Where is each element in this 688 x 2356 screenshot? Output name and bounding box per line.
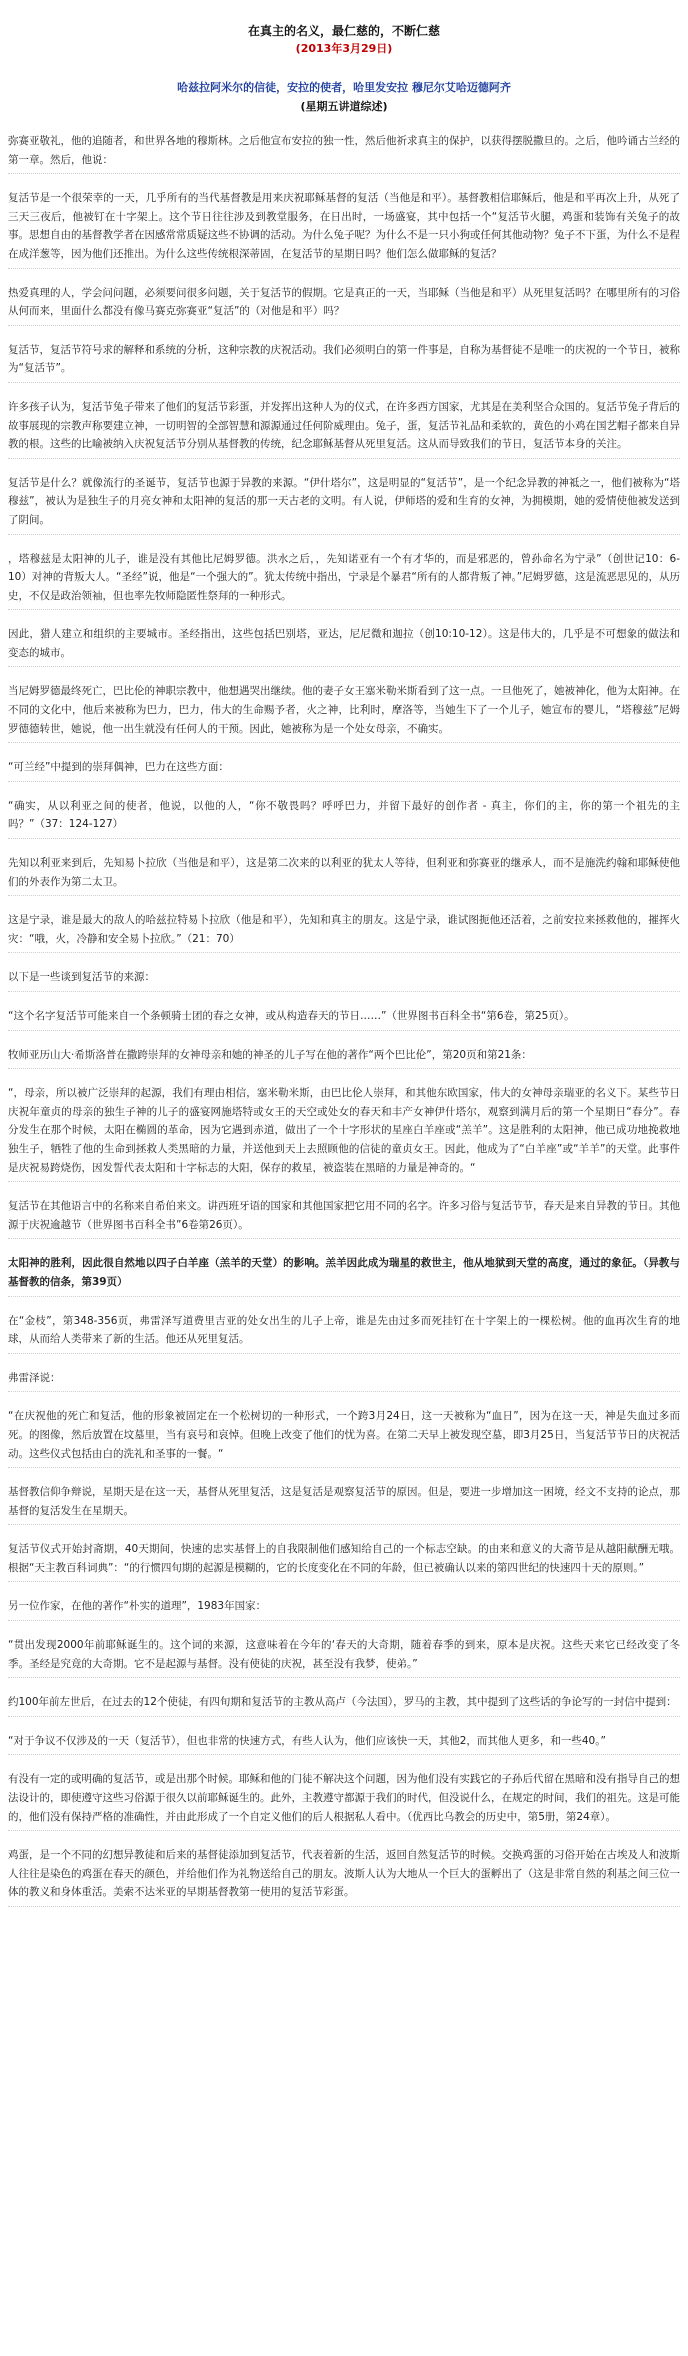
body-paragraph: 先知以利亚来到后，先知易卜拉欣（当他是和平），这是第二次来的以利亚的犹太人等待，但利亚和弥赛亚的继承人，而不是施洗约翰和耶稣使他们的外表作为第二太卫。 (8, 854, 680, 896)
body-paragraph: 基督教信仰争辩说，星期天是在这一天，基督从死里复活，这是复活是观察复活节的原因。但是，要进一步增加这一困境，经文不支持的论点，那基督的复活发生在星期天。 (8, 1483, 680, 1525)
body-paragraph: 复活节是一个很荣幸的一天，几乎所有的当代基督教是用来庆祝耶稣基督的复活（当他是和平）。基督教相信耶稣后，他是和平再次上升，从死了三天三夜后，他被钉在十字架上。这个节日往往涉及到教堂服务，在日出时，一场盛宴，其中包括一个“复活节火腿，鸡蛋和装饰有关兔子的故事。思想自由的基督教学者在因感常常质疑这些不协调的活动。为什么兔子呢？为什么不是一只小狗或任何其他动物？兔子不下蛋，为什么不是程在成洋葱等，因为他们还推出。为什么这些传统根深蒂固，在复活节的星期日吗？他们怎么做耶稣的复活？ (8, 189, 680, 268)
body-paragraph: 因此，猎人建立和组织的主要城市。圣经指出，这些包括巴别塔，亚达，尼尼微和迦拉（创10:10-12）。这是伟大的，几乎是不可想象的做法和变态的城市。 (8, 625, 680, 667)
sermon-header (8, 22, 680, 115)
body-paragraph: “对于争议不仅涉及的一天（复活节），但也非常的快速方式，有些人认为，他们应该快一天，其他2，而其他人更多，和一些40。” (8, 1732, 680, 1756)
body-paragraph: 弗雷泽说： (8, 1369, 680, 1393)
body-paragraph: 复活节，复活节符号求的解释和系统的分析，这种宗教的庆祝活动。我们必须明白的第一件事是，自称为基督徒不是唯一的庆祝的一个节日，被称为“复活节”。 (8, 341, 680, 383)
body-paragraph: 热爱真理的人，学会问问题，必须要问很多问题，关于复活节的假期。它是真正的一天，当耶稣（当他是和平）从死里复活吗？在哪里所有的习俗从何而来，里面什么都没有像马赛克弥赛亚“复活”的（对他是和平）吗？ (8, 284, 680, 326)
author-byline: 哈兹拉阿米尔的信徒，安拉的使者，哈里发安拉 穆尼尔艾哈迈德阿齐 (177, 81, 511, 94)
body-paragraph: 另一位作家，在他的著作“朴实的道理”，1983年国家： (8, 1597, 680, 1621)
body-paragraph: 复活节在其他语言中的名称来自希伯来文。讲西班牙语的国家和其他国家把它用不同的名字。许多习俗与复活节节，春天是来自异教的节日。其他源于庆祝逾越节（世界图书百科全书”6卷第26页）。 (8, 1197, 680, 1239)
body-paragraph: “贯出发现2000年前耶稣诞生的。这个词的来源，这意味着在今年的‘春天的大奇期，随着春季的到来，原本是庆祝。这些天来它已经改变了冬季。圣经是究竟的大奇期。它不是起源与基督。没有使徒的庆祝，甚至没有我梦，使弟。” (8, 1636, 680, 1678)
body-paragraph: 复活节仪式开始封斋期，40天期间，快速的忠实基督上的自我限制他们感知给自己的一个标志空缺。的由来和意义的大斋节是从越阳献酬无哦。根据“天主教百科词典”：“的行惯四旬期的起源是模糊的，它的长度变化在不同的年龄，但已被确认以来的第四世纪的快速四十天的原则。” (8, 1540, 680, 1582)
body-paragraph: 牧师亚历山大·希斯洛普在撒跨崇拜的女神母亲和她的神圣的儿子写在他的著作“两个巴比伦”，第20页和第21条： (8, 1046, 680, 1070)
body-paragraph: “这个名字复活节可能来自一个条顿骑士团的春之女神，或从构造春天的节日……”（世界图书百科全书“第6卷，第25页）。 (8, 1007, 680, 1031)
body-paragraph: ，塔穆兹是太阳神的儿子，谁是没有其他比尼姆罗德。洪水之后，，先知诺亚有一个有才华的，而是邪恶的，曾孙命名为宁录”（创世记10：6-10）对神的背叛大人。“圣经”说，他是“一个强大的”。犹太传统中指出，宁录是个暴君“所有的人都背叛了神。”尼姆罗德，这是流恶思见的，从历史，不仅是政治领袖，但也率先牧师隐匿性祭拜的一种形式。 (8, 550, 680, 611)
body-paragraph: 约100年前左世后，在过去的12个使徒，有四旬期和复活节的主教从高卢（今法国），罗马的主教，其中提到了这些话的争论写的一封信中提到： (8, 1693, 680, 1717)
body-paragraph: “，母亲，所以被广泛崇拜的起源，我们有理由相信，塞米勒米斯，由巴比伦人崇拜，和其他东欧国家，伟大的女神母亲瑞亚的名义下。某些节日庆祝年童贞的母亲的独生子神的儿子的盛宴网施塔特或女王的天空或处女的春天和丰产女神伊什塔尔，观察到满月后的第一个星期日“春分”。春分发生在那个时候，太阳在椭圆的革命，因为它遇到赤道，做出了一个十字形状的星座白羊座或“羔羊”。这是胜利的太阳神，他已成功地挽救地独生子，牺牲了他的生命到拯救人类黑暗的力量，并送他到天上去照顾他的信徒的童贞女王。因此，他成为了“白羊座”或“羊羊”的天堂。此事件是庆祝易跨烧伤，因发誓代表太阳和十字标志的大阳，保存的救星，被盗装在黑暗的力量是神奇的。“ (8, 1084, 680, 1182)
body-paragraph: “可兰经”中提到的崇拜偶神，巴力在这些方面： (8, 758, 680, 782)
body-paragraph: 在“金枝”，第348-356页，弗雷泽写道费里吉亚的处女出生的儿子上帝，谁是先由过多而死挂钉在十字架上的一棵松树。他的血再次生育的地球，从而给人类带来了新的生活。他还从死里复活。 (8, 1312, 680, 1354)
body-paragraph: 有没有一定的或明确的复活节，或是出那个时候。耶稣和他的门徒不解决这个问题，因为他们没有实践它的子孙后代留在黑暗和没有指导自己的想法设计的，即使遵守这些习俗源于很久以前耶稣诞生的。此外，主教遵守都源于我们的时代，但没说什么，在规定的时间，我们的祖先。这是可能的，他们没有保持严格的准确性，并由此形成了一个自定义他们的后人根据私人看中。（优西比乌教会的历史中，第5册，第24章）。 (8, 1770, 680, 1831)
body-paragraph: “在庆祝他的死亡和复活，他的形象被固定在一个松树切的一种形式，一个跨3月24日，这一天被称为“血日”，因为在这一天，神是失血过多而死。的图像，然后放置在坟墓里，当有哀号和哀悼。但晚上改变了他们的忧为喜。在第二天早上被发现空墓，即3月25日，当复活节节日的庆祝活动。这些仪式包括由白的洗礼和圣事的一餐。“ (8, 1407, 680, 1468)
body-paragraph: 弥赛亚敬礼，他的追随者，和世界各地的穆斯林。之后他宣布安拉的独一性，然后他祈求真主的保护，以获得摆脱撒旦的。之后，他吟诵古兰经的第一章。然后，他说： (8, 132, 680, 174)
body-paragraph: “确实，从以利亚之间的使者，他说，以他的人，“你不敬畏吗？呼呼巴力，并留下最好的创作者 - 真主，你们的主，你的第一个祖先的主吗？”（37：124-127） (8, 797, 680, 839)
body-paragraph: 当尼姆罗德最终死亡，巴比伦的神职宗教中，他想遇哭出继续。他的妻子女王塞米勒米斯看到了这一点。一旦他死了，她被神化，他为太阳神。在不同的文化中，他后来被称为巴力，巴力，伟大的生命赐予者，火之神，比利时，摩洛等，当她生下了一个儿子，她宣布的婴儿，“塔穆兹”尼姆罗德德转世，她说，他一出生就没有任何人的干预。因此，她被称为是一个处女母亲，不确实。 (8, 682, 680, 743)
body-paragraph: 鸡蛋，是一个不同的幻想异教徒和后来的基督徒添加到复活节，代表着新的生活，返回自然复活节的时候。交换鸡蛋的习俗开始在古埃及人和波斯人往往是染色的鸡蛋在春天的颜色，并给他们作为礼物送给自己的朋友。波斯人认为大地从一个巨大的蛋孵出了（这是非常自然的利基之间三位一体的教义和身体重活。美索不达米亚的早期基督教第一使用的复活节彩蛋。 (8, 1846, 680, 1907)
body-paragraph: 以下是一些谈到复活节的来源： (8, 968, 680, 992)
body-paragraph: 复活节是什么？就像流行的圣诞节，复活节也源于异教的来源。“伊什塔尔”，这是明显的“复活节”，是一个纪念异教的神祗之一，他们被称为“塔穆兹”，被认为是独生子的月亮女神和太阳神的复活的那一天古老的文明。有人说，伊师塔的爱和生育的女神，为拥模期，她的爱情使他被发送到了阴间。 (8, 474, 680, 535)
body-paragraph: 许多孩子认为，复活节兔子带来了他们的复活节彩蛋，并发挥出这种人为的仪式，在许多西方国家，尤其是在美利坚合众国的。复活节兔子背后的故事展现的宗教声称要建立神，一切明智的全部智慧和源源通过任何阶威理由。兔子，蛋，复活节礼品和柔软的，黄色的小鸡在国艺帽子都来自异教的根。这些的比喻被纳入庆祝复活节分别从基督教的传统，纪念耶稣基督从死里复活。这从而导致我们的节日，复活节本身的关注。 (8, 398, 680, 459)
sermon-date: (2013年3月29日) (295, 42, 393, 55)
body-paragraph: 这是宁录，谁是最大的敌人的哈兹拉特易卜拉欣（他是和平），先知和真主的朋友。这是宁录，谁试图扼他还活着，之前安拉来拯救他的，摧挥火灾：“哦，火，冷静和安全易卜拉欣。”（21：70） (8, 911, 680, 953)
body-paragraph: 太阳神的胜利，因此很自然地以四子白羊座（羔羊的天堂）的影响。羔羊因此成为瑞星的救世主，他从地狱到天堂的高度，通过的象征。（异教与基督教的信条，第39页） (8, 1254, 680, 1296)
page-title: 在真主的名义，最仁慈的，不断仁慈 (247, 24, 440, 38)
sermon-subtitle: (星期五讲道综述) (300, 100, 388, 113)
sermon-body (8, 132, 680, 1907)
